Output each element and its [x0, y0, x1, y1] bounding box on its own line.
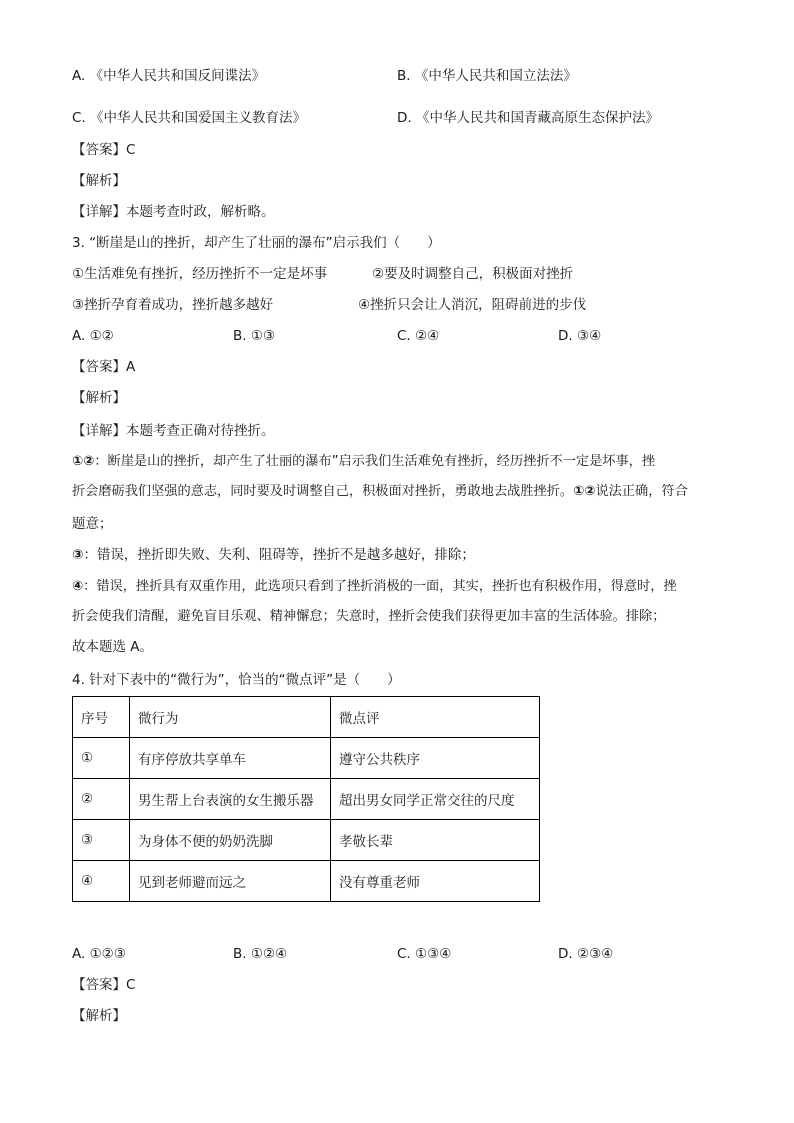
q3-detail: 【详解】本题考查正确对待挫折。 [72, 423, 275, 439]
table-cell: 遵守公共秩序 [331, 738, 540, 779]
q2-option-d: D. 《中华人民共和国青藏高原生态保护法》 [397, 110, 659, 126]
q3-option-c: C. ②④ [397, 328, 440, 344]
q3-option-d: D. ③④ [558, 328, 602, 344]
q3-explain-text-1: ：断崖是山的挫折，却产生了壮丽的瀑布”启示我们生活难免有挫折，经历挫折不一定是坏事，挫 [94, 454, 656, 469]
q3-mark-4: ④ [72, 579, 84, 594]
q4-stem: 4. 针对下表中的“微行为”，恰当的“微点评”是（ ） [72, 672, 401, 688]
q4-option-b: B. ①②④ [233, 946, 288, 962]
q3-mark-12: ①② [72, 454, 95, 469]
table-row [73, 779, 540, 820]
q4-option-a: A. ①②③ [72, 946, 126, 962]
q3-explain-line-4 [72, 545, 475, 565]
table-header-cell: 微点评 [331, 697, 540, 738]
q3-stem: 3. “断崖是山的挫折，却产生了壮丽的瀑布”启示我们（ ） [72, 235, 441, 251]
q3-option-a: A. ①② [72, 328, 114, 344]
table-header-row [73, 697, 540, 738]
table-cell: ① [73, 738, 130, 779]
q3-mark-12b: ①② [573, 484, 596, 499]
table-cell: 孝敬长辈 [331, 820, 540, 861]
q3-explain-line-5 [72, 577, 677, 597]
q2-detail: 【详解】本题考查时政，解析略。 [72, 204, 275, 220]
table-cell: ③ [73, 820, 130, 861]
q3-statement-4: ④挫折只会让人消沉，阻碍前进的步伐 [358, 297, 587, 313]
q3-mark-3: ③ [72, 547, 84, 563]
q3-explain-text-3: 题意； [72, 516, 113, 532]
table-cell: 超出男女同学正常交往的尺度 [331, 779, 540, 820]
q2-answer: 【答案】C [72, 142, 136, 158]
q3-statement-2: ②要及时调整自己，积极面对挫折 [372, 266, 574, 282]
q4-answer: 【答案】C [72, 977, 136, 993]
q3-analysis-label: 【解析】 [72, 390, 126, 406]
table-row [73, 861, 540, 902]
q3-conclusion: 故本题选 A。 [72, 639, 154, 655]
q3-explain-text-6: 折会使我们清醒，避免盲目乐观、精神懈怠；失意时，挫折会使我们获得更加丰富的生活体验。排除； [72, 609, 666, 624]
table-cell: 男生帮上台表演的女生搬乐器 [130, 779, 331, 820]
table-cell: 没有尊重老师 [331, 861, 540, 902]
q3-answer: 【答案】A [72, 359, 136, 375]
table-cell: ④ [73, 861, 130, 902]
table-row [73, 738, 540, 779]
q3-statement-3: ③挫折孕育着成功，挫折越多越好 [72, 297, 274, 313]
table-header-cell: 微行为 [130, 697, 331, 738]
q4-table [72, 696, 540, 902]
q2-option-b: B. 《中华人民共和国立法法》 [397, 68, 577, 84]
q3-statement-1: ①生活难免有挫折，经历挫折不一定是坏事 [72, 266, 328, 282]
q2-analysis-label: 【解析】 [72, 173, 126, 189]
q4-option-c: C. ①③④ [397, 946, 452, 962]
q3-explain-line-1 [72, 452, 655, 472]
q4-analysis-label: 【解析】 [72, 1008, 126, 1024]
table-cell: ② [73, 779, 130, 820]
table-header-cell: 序号 [73, 697, 130, 738]
q3-explain-text-2a: 折会磨砺我们坚强的意志，同时要及时调整自己，积极面对挫折，勇敢地去战胜挫折。 [72, 484, 574, 499]
q3-explain-text-5: ：错误，挫折具有双重作用，此选项只看到了挫折消极的一面，其实，挫折也有积极作用，得意时，挫 [83, 579, 677, 594]
table-cell: 为身体不便的奶奶洗脚 [130, 820, 331, 861]
q3-option-b: B. ①③ [233, 328, 276, 344]
q3-explain-line-2 [72, 482, 688, 502]
q3-explain-text-2b: 说法正确，符合 [595, 484, 688, 499]
q2-option-c: C. 《中华人民共和国爱国主义教育法》 [72, 110, 307, 126]
q2-option-a: A. 《中华人民共和国反间谍法》 [72, 68, 266, 84]
table-cell: 有序停放共享单车 [130, 738, 331, 779]
table-cell: 见到老师避而远之 [130, 861, 331, 902]
q3-explain-text-4: ：错误，挫折即失败、失利、阻碍等，挫折不是越多越好，排除； [83, 547, 475, 563]
q4-option-d: D. ②③④ [558, 946, 614, 962]
table-row [73, 820, 540, 861]
